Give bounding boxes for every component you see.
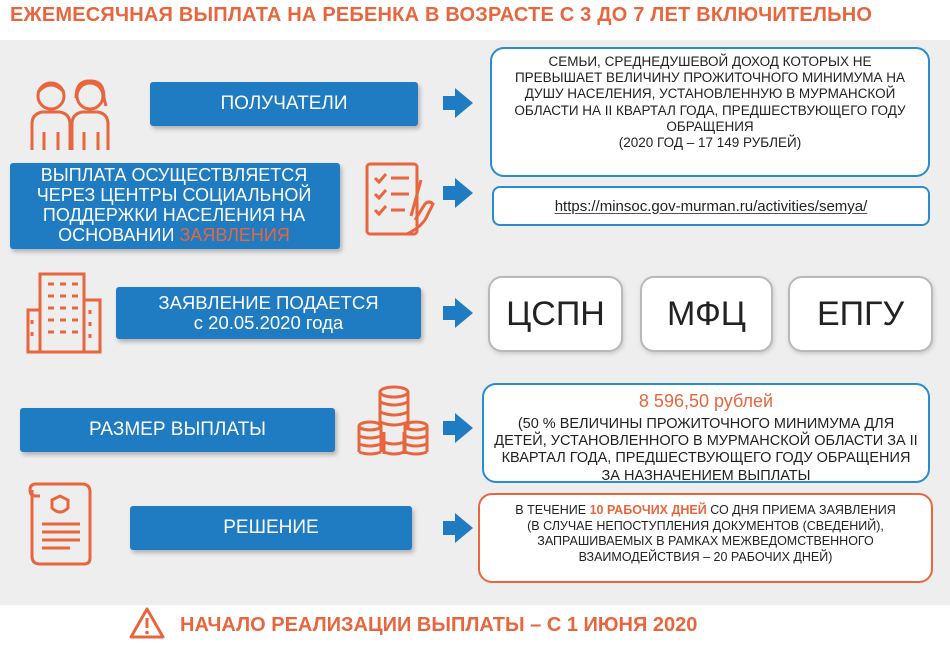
decision-suffix: СО ДНЯ ПРИЕМА ЗАЯВЛЕНИЯ (710, 503, 896, 517)
decision-text: (В СЛУЧАЕ НЕПОСТУПЛЕНИЯ ДОКУМЕНТОВ (СВЕДЕНИЙ), ЗАПРАШИВАЕМЫХ В РАМКАХ МЕЖВЕДОМСТВЕННОГО ВЗАИМОДЕЙСТВИЯ – 20 РАБОЧИХ ДНЕЙ) (527, 518, 884, 564)
family-icon (26, 76, 116, 152)
application-line2: с 20.05.2020 года (193, 312, 344, 333)
centers-application-word: ЗАЯВЛЕНИЯ (179, 224, 290, 245)
centers-line4-prefix: ОСНОВАНИИ (58, 224, 175, 245)
arrow-right-icon (455, 413, 473, 443)
document-icon (26, 480, 98, 566)
decision-prefix: В ТЕЧЕНИЕ (515, 503, 587, 517)
decision-label: РЕШЕНИЕ (130, 506, 412, 550)
recipients-note: (2020 ГОД – 17 149 РУБЛЕЙ) (618, 134, 802, 150)
centers-line1: ВЫПЛАТА ОСУЩЕСТВЛЯЕТСЯ (40, 165, 308, 186)
decision-days: 10 РАБОЧИХ ДНЕЙ (589, 503, 707, 517)
footer-start-date: НАЧАЛО РЕАЛИЗАЦИИ ВЫПЛАТЫ – С 1 ИЮНЯ 2020 (180, 614, 698, 636)
link-box[interactable] (492, 186, 930, 226)
option-cspn: ЦСПН (488, 276, 623, 352)
coins-icon (356, 382, 432, 458)
building-icon (26, 270, 106, 356)
decision-box (478, 493, 933, 583)
arrow-right-icon (455, 298, 473, 328)
amount-box (482, 383, 930, 483)
application-label (116, 287, 421, 339)
arrow-right-icon (455, 178, 473, 208)
option-epgu: ЕПГУ (788, 276, 933, 352)
centers-line3: ПОДДЕРЖКИ НАСЕЛЕНИЯ НА (42, 205, 306, 225)
application-line1: ЗАЯВЛЕНИЕ ПОДАЕТСЯ (158, 291, 379, 313)
recipients-text: СЕМЬИ, СРЕДНЕДУШЕВОЙ ДОХОД КОТОРЫХ НЕ ПРЕВЫШАЕТ ВЕЛИЧИНУ ПРОЖИТОЧНОГО МИНИМУМА НА ДУШУ НАСЕЛЕНИЯ, УСТАНОВЛЕННУЮ В МУРМАНСКОЙ ОБЛАСТИ НА II КВАРТАЛ ГОДА, ПРЕДШЕСТВУЮЩЕГО ГОДУ ОБРАЩЕНИЯ (514, 54, 906, 134)
amount-value: 8 596,50 рублей (638, 391, 774, 411)
amount-text: (50 % ВЕЛИЧИНЫ ПРОЖИТОЧНОГО МИНИМУМА ДЛЯ ДЕТЕЙ, УСТАНОВЛЕННОГО В МУРМАНСКОЙ ОБЛАСТИ ЗА II КВАРТАЛ ГОДА, ПРЕДШЕСТВУЮЩЕГО ГОДУ ОБРАЩЕНИЯ ЗА НАЗНАЧЕНИЕМ ВЫПЛАТЫ (494, 415, 918, 484)
page-title: ЕЖЕМЕСЯЧНАЯ ВЫПЛАТА НА РЕБЕНКА В ВОЗРАСТЕ С 3 ДО 7 ЛЕТ ВКЛЮЧИТЕЛЬНО (10, 4, 873, 26)
option-mfc: МФЦ (640, 276, 773, 352)
centers-label (10, 163, 340, 249)
social-support-link[interactable]: https://minsoc.gov-murman.ru/activities/semya/ (554, 197, 868, 215)
recipients-label: ПОЛУЧАТЕЛИ (150, 82, 418, 126)
amount-label: РАЗМЕР ВЫПЛАТЫ (20, 408, 335, 452)
centers-line2: ЧЕРЕЗ ЦЕНТРЫ СОЦИАЛЬНОЙ (36, 185, 312, 206)
warning-icon (128, 606, 166, 640)
arrow-right-icon (455, 513, 473, 543)
recipients-box (490, 47, 930, 177)
application-form-icon (363, 160, 437, 240)
arrow-right-icon (455, 88, 473, 118)
